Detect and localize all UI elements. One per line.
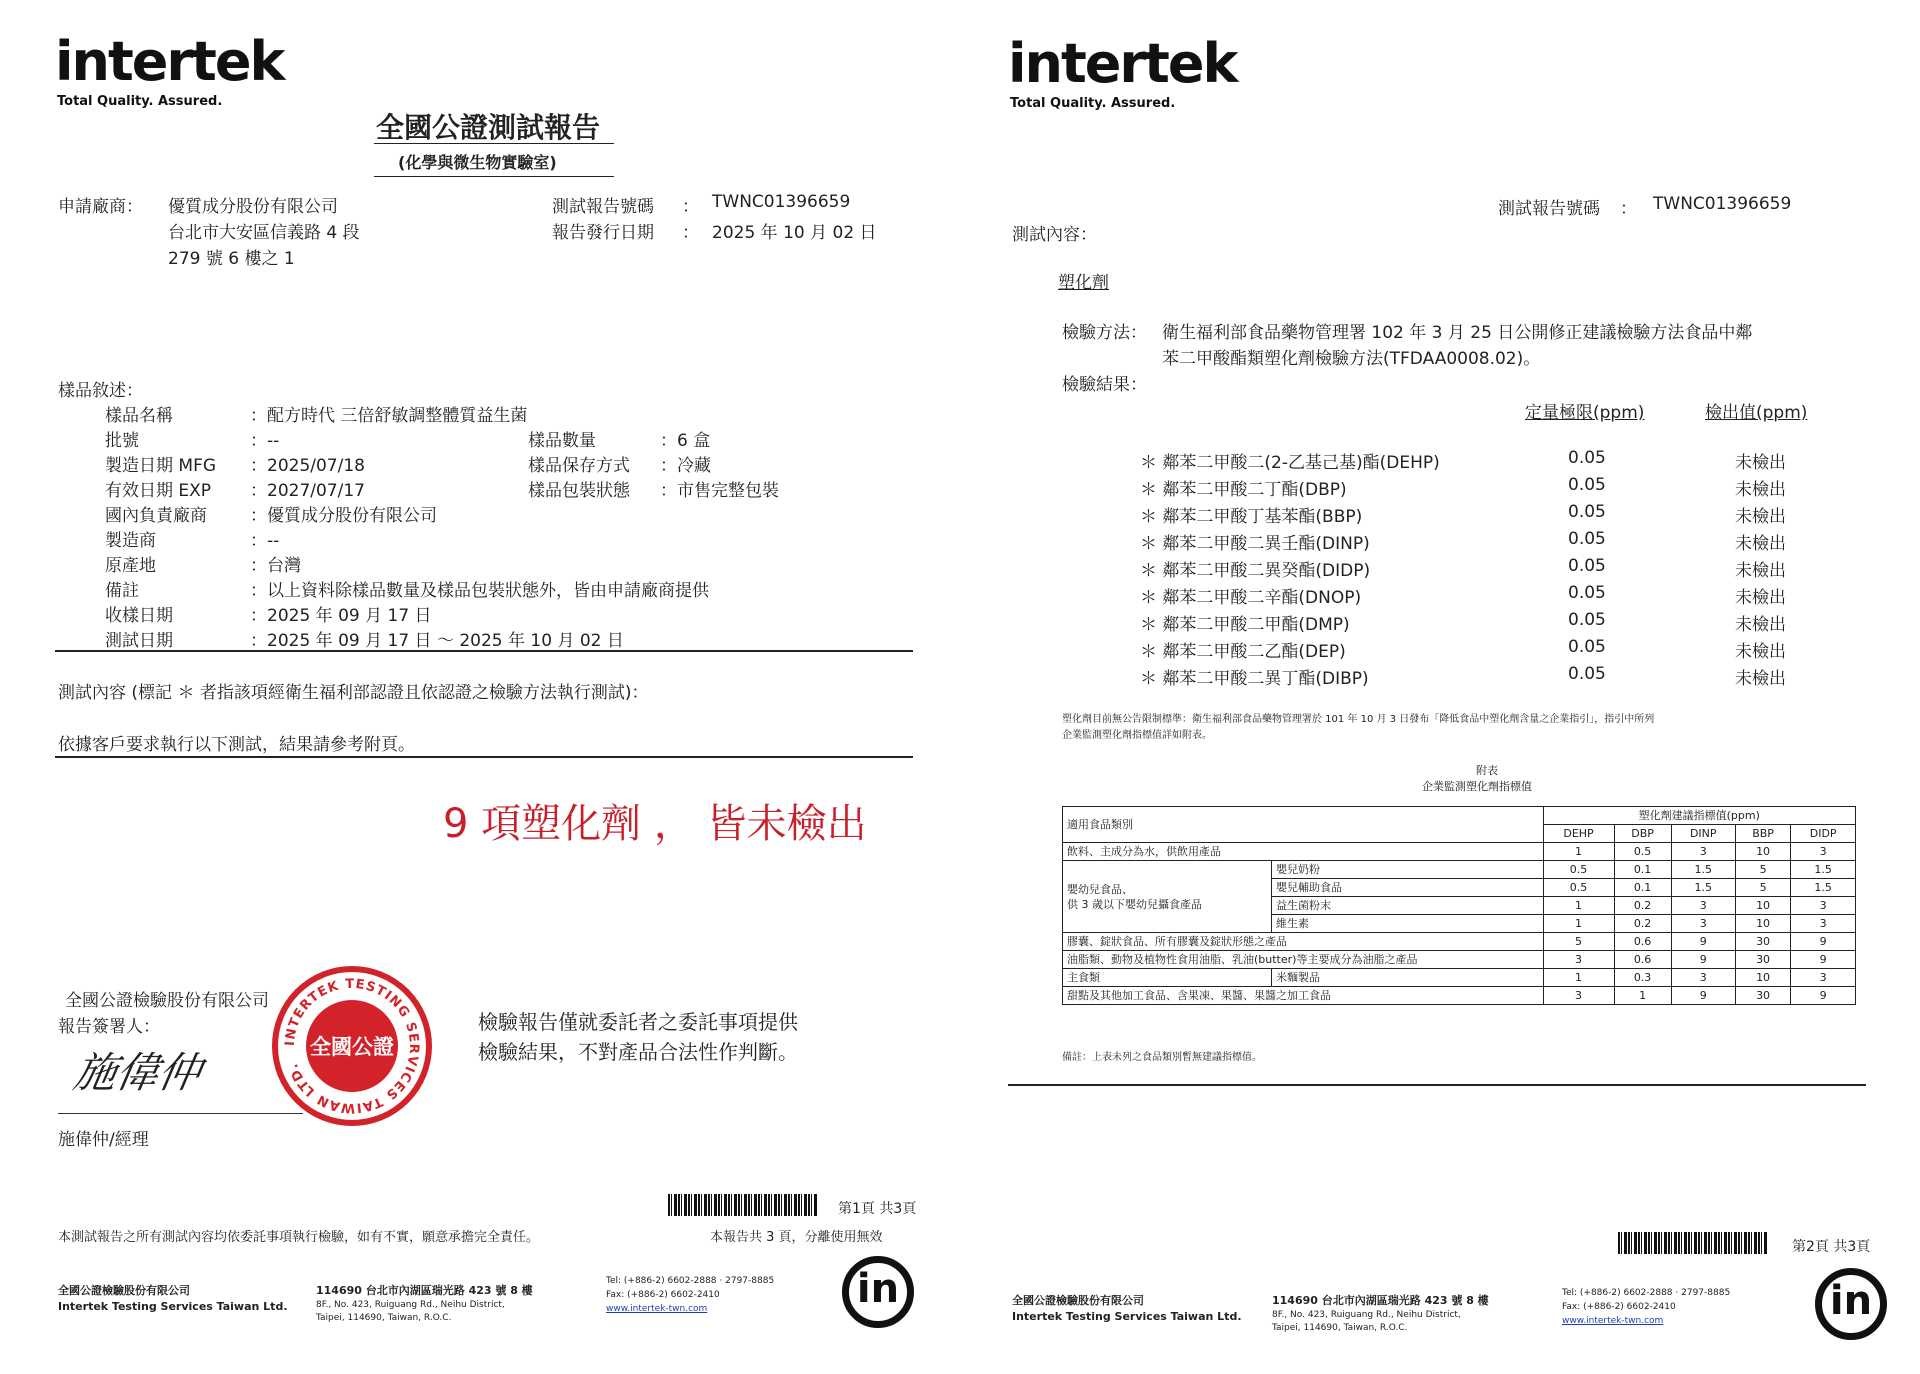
applicant-line-3: 279 號 6 樓之 1	[168, 249, 295, 269]
table-cell-category: 甜點及其他加工食品、含果凍、果醬、果醬之加工食品	[1063, 987, 1544, 1005]
analyte-name: ＊ 鄰苯二甲酸二乙酯(DEP)	[1140, 642, 1346, 662]
disclaimer-line-1: 檢驗報告僅就委託者之委託事項提供	[478, 1010, 798, 1034]
table-cell: 1	[1543, 969, 1614, 987]
result-highlight: 9 項塑化劑 ， 皆未檢出	[443, 801, 867, 847]
logo-tagline: Total Quality. Assured.	[57, 94, 223, 109]
barcode	[1618, 1232, 1768, 1254]
footer-tel: Tel: (+886-2) 6602-2888 · 2797-8885	[1562, 1288, 1731, 1298]
table-cell-category: 飲料、主成分為水，供飲用產品	[1063, 843, 1544, 861]
table-cell: 3	[1791, 969, 1856, 987]
table-cell-category: 主食類	[1063, 969, 1272, 987]
table-cell: 3	[1791, 897, 1856, 915]
table-cell: 5	[1735, 861, 1790, 879]
table-cell: 1.5	[1671, 879, 1735, 897]
footer-address-zh: 114690 台北市內湖區瑞光路 423 號 8 樓	[316, 1284, 533, 1297]
footer-note-right: 本報告共 3 頁，分離使用無效	[710, 1230, 883, 1245]
table-cell: 0.6	[1614, 933, 1671, 951]
analyte-limit: 0.05	[1568, 664, 1606, 684]
appendix-title: 附表	[1476, 764, 1498, 777]
report-title: 全國公證測試報告	[376, 111, 601, 144]
table-col-header: DEHP	[1543, 825, 1614, 843]
analyte-name: ＊ 鄰苯二甲酸二異壬酯(DINP)	[1140, 534, 1370, 554]
sample-value: ：優質成分股份有限公司	[250, 506, 437, 526]
analyte-result: 未檢出	[1735, 507, 1786, 527]
footer-company-zh: 全國公證檢驗股份有限公司	[1012, 1294, 1144, 1307]
analyte-name: ＊ 鄰苯二甲酸二丁酯(DBP)	[1140, 480, 1347, 500]
table-cell: 3	[1671, 969, 1735, 987]
analyte-result: 未檢出	[1735, 642, 1786, 662]
table-cell-category: 油脂類、動物及植物性食用油脂、乳油(butter)等主要成分為油脂之產品	[1063, 951, 1544, 969]
analyte-name: ＊ 鄰苯二甲酸丁基苯酯(BBP)	[1140, 507, 1363, 527]
footer-address-en-2: Taipei, 114690, Taiwan, R.O.C.	[316, 1313, 452, 1323]
sample-value: ：配方時代 三倍舒敏調整體質益生菌	[250, 406, 528, 426]
table-cell: 1	[1543, 897, 1614, 915]
report-no: TWNC01396659	[712, 192, 851, 212]
table-row	[1063, 987, 1856, 1005]
analyte-result: 未檢出	[1735, 534, 1786, 554]
analyte-result: 未檢出	[1735, 669, 1786, 689]
barcode	[668, 1194, 818, 1216]
table-cell: 1.5	[1791, 861, 1856, 879]
divider	[55, 650, 913, 652]
table-cell: 9	[1671, 987, 1735, 1005]
col-header-limit: 定量極限(ppm)	[1525, 403, 1645, 423]
analyte-name: ＊ 鄰苯二甲酸二辛酯(DNOP)	[1140, 588, 1362, 608]
table-col-header: DINP	[1671, 825, 1735, 843]
table-cell-subcategory: 嬰兒輔助食品	[1272, 879, 1544, 897]
analyte-limit: 0.05	[1568, 637, 1606, 657]
table-col-header: DBP	[1614, 825, 1671, 843]
applicant-line-2: 台北市大安區信義路 4 段	[168, 223, 360, 243]
footer-note-left: 本測試報告之所有測試內容均依委託事項執行檢驗，如有不實，願意承擔完全責任。	[58, 1230, 540, 1245]
method-line-2: 苯二甲酸酯類塑化劑檢驗方法(TFDAA0008.02)。	[1162, 349, 1541, 369]
footer-address-en-1: 8F., No. 423, Ruiguang Rd., Neihu District,	[1272, 1310, 1461, 1320]
table-cell: 0.2	[1614, 915, 1671, 933]
table-cell: 3	[1791, 915, 1856, 933]
table-cell: 0.6	[1614, 951, 1671, 969]
table-cell: 9	[1671, 951, 1735, 969]
footer-address-en-2: Taipei, 114690, Taiwan, R.O.C.	[1272, 1323, 1408, 1333]
table-row	[1063, 861, 1856, 879]
table-cell: 3	[1671, 915, 1735, 933]
intertek-in-mark: in	[1815, 1268, 1887, 1340]
indicator-table	[1062, 806, 1856, 1005]
table-cell: 30	[1735, 987, 1790, 1005]
footer-tel: Tel: (+886-2) 6602-2888 · 2797-8885	[606, 1276, 775, 1286]
table-cell: 3	[1671, 843, 1735, 861]
sample-label: 收樣日期	[105, 606, 173, 626]
table-cell: 5	[1543, 933, 1614, 951]
footer-fax: Fax: (+886-2) 6602-2410	[606, 1290, 720, 1300]
report-no-colon: ：	[682, 197, 699, 217]
sample-label: 批號	[105, 431, 139, 451]
table-cell: 3	[1543, 951, 1614, 969]
section-title: 塑化劑	[1058, 273, 1109, 293]
table-cell: 1.5	[1671, 861, 1735, 879]
applicant-label: 申請廠商：	[58, 197, 143, 217]
svg-text:INTERTEK TESTING SERVICES TAIW: INTERTEK TESTING SERVICES TAIWAN LTD.	[282, 976, 422, 1116]
intertek-logo: intertek	[55, 30, 284, 93]
divider	[55, 756, 913, 758]
report-page-1	[0, 0, 955, 1374]
table-cell: 30	[1735, 951, 1790, 969]
divider	[1008, 1084, 1866, 1086]
table-cell: 9	[1791, 951, 1856, 969]
result-label: 檢驗結果：	[1062, 375, 1147, 395]
table-row	[1063, 933, 1856, 951]
title-underline	[374, 143, 614, 144]
sample-value: ：台灣	[250, 556, 301, 576]
method-line-1: 衛生福利部食品藥物管理署 102 年 3 月 25 日公開修正建議檢驗方法食品中鄰	[1162, 323, 1753, 343]
table-cell: 3	[1543, 987, 1614, 1005]
analyte-limit: 0.05	[1568, 583, 1606, 603]
analyte-result: 未檢出	[1735, 615, 1786, 635]
sample-label: 測試日期	[105, 631, 173, 651]
sample-label: 樣品名稱	[105, 406, 173, 426]
table-cell: 9	[1791, 933, 1856, 951]
table-cell: 0.3	[1614, 969, 1671, 987]
sample-label: 製造商	[105, 531, 156, 551]
footer-address-en-1: 8F., No. 423, Ruiguang Rd., Neihu District,	[316, 1300, 505, 1310]
analyte-name: ＊ 鄰苯二甲酸二異癸酯(DIDP)	[1140, 561, 1371, 581]
table-header-row	[1063, 807, 1856, 825]
test-basis-line: 依據客戶要求執行以下測試，結果請參考附頁。	[58, 735, 415, 755]
issue-date: 2025 年 10 月 02 日	[712, 223, 877, 243]
analyte-name: ＊ 鄰苯二甲酸二甲酯(DMP)	[1140, 615, 1350, 635]
signer-label: 報告簽署人：	[58, 1017, 160, 1037]
table-cell: 10	[1735, 897, 1790, 915]
table-cell: 3	[1791, 843, 1856, 861]
issue-date-label: 報告發行日期	[552, 223, 654, 243]
sample-value: ：--	[250, 531, 280, 551]
analyte-result: 未檢出	[1735, 453, 1786, 473]
table-cell-category: 嬰幼兒食品、 供 3 歲以下嬰幼兒攝食產品	[1063, 861, 1272, 933]
sample-label: 製造日期 MFG	[105, 456, 217, 476]
test-content-label: 測試內容：	[1012, 225, 1097, 245]
analyte-limit: 0.05	[1568, 502, 1606, 522]
report-no-label: 測試報告號碼	[1498, 199, 1600, 219]
footer-fax: Fax: (+886-2) 6602-2410	[1562, 1302, 1676, 1312]
table-cell: 9	[1791, 987, 1856, 1005]
table-cell: 1.5	[1791, 879, 1856, 897]
sample-right-label: 樣品包裝狀態	[528, 481, 630, 501]
analyte-limit: 0.05	[1568, 556, 1606, 576]
signature-line	[58, 1113, 303, 1114]
company-line: 全國公證檢驗股份有限公司	[65, 991, 269, 1011]
note-line-2: 企業監測塑化劑指標值詳如附表。	[1062, 730, 1212, 741]
col-header-result: 檢出值(ppm)	[1705, 403, 1808, 423]
table-cell: 0.1	[1614, 861, 1671, 879]
signature: 施偉仲	[70, 1048, 205, 1097]
table-cell: 0.1	[1614, 879, 1671, 897]
table-cell: 1	[1543, 843, 1614, 861]
sample-right-value: ：冷藏	[660, 456, 711, 476]
footer-web-link[interactable]: www.intertek-twn.com	[606, 1304, 708, 1314]
table-cell: 0.2	[1614, 897, 1671, 915]
report-page-2	[970, 0, 1920, 1374]
issue-date-colon: ：	[682, 223, 699, 243]
table-cell: 5	[1735, 879, 1790, 897]
footer-web-link[interactable]: www.intertek-twn.com	[1562, 1316, 1664, 1326]
analyte-limit: 0.05	[1568, 475, 1606, 495]
report-no-label: 測試報告號碼	[552, 197, 654, 217]
table-cell-subcategory: 維生素	[1272, 915, 1544, 933]
sample-label: 備註	[105, 581, 139, 601]
report-no: TWNC01396659	[1653, 194, 1792, 214]
table-col-header: BBP	[1735, 825, 1790, 843]
sample-value: ：2025 年 09 月 17 日	[250, 606, 432, 626]
table-header-group: 塑化劑建議指標值(ppm)	[1543, 807, 1855, 825]
report-subtitle: (化學與微生物實驗室)	[398, 153, 557, 172]
note-line-1: 塑化劑目前無公告限制標準：衛生福利部食品藥物管理署於 101 年 10 月 3 日發布「降低食品中塑化劑含量之企業指引」，指引中所列	[1062, 714, 1655, 725]
sample-value: ：2027/07/17	[250, 481, 365, 501]
footer-address-zh: 114690 台北市內湖區瑞光路 423 號 8 樓	[1272, 1294, 1489, 1307]
sample-label: 有效日期 EXP	[105, 481, 212, 501]
page-number: 第2頁 共3頁	[1792, 1239, 1871, 1255]
analyte-name: ＊ 鄰苯二甲酸二異丁酯(DIBP)	[1140, 669, 1369, 689]
table-col-header: DIDP	[1791, 825, 1856, 843]
stamp-center: 全國公證	[306, 1000, 398, 1092]
sample-label: 國內負責廠商	[105, 506, 207, 526]
subtitle-underline	[374, 176, 614, 177]
analyte-name: ＊ 鄰苯二甲酸二(2-乙基己基)酯(DEHP)	[1140, 453, 1440, 473]
sample-right-value: ：6 盒	[660, 431, 711, 451]
sample-label: 原產地	[105, 556, 156, 576]
table-cell: 9	[1671, 933, 1735, 951]
footer-company-en: Intertek Testing Services Taiwan Ltd.	[1012, 1310, 1242, 1323]
table-header-category: 適用食品類別	[1063, 807, 1544, 843]
applicant-line-1: 優質成分股份有限公司	[168, 197, 338, 217]
page-number: 第1頁 共3頁	[838, 1201, 917, 1217]
table-cell: 10	[1735, 969, 1790, 987]
intertek-in-mark: in	[842, 1256, 914, 1328]
sample-value: ：2025 年 09 月 17 日 ～ 2025 年 10 月 02 日	[250, 631, 624, 651]
appendix-subtitle: 企業監測塑化劑指標值	[1422, 780, 1532, 793]
sample-right-label: 樣品數量	[528, 431, 596, 451]
table-note: 備註：上表未列之食品類別暫無建議指標值。	[1062, 1052, 1262, 1063]
table-cell: 0.5	[1543, 861, 1614, 879]
signer-name: 施偉仲/經理	[58, 1130, 149, 1150]
report-no-colon: ：	[1620, 199, 1637, 219]
table-cell: 3	[1671, 897, 1735, 915]
intertek-logo: intertek	[1008, 32, 1237, 95]
sample-value: ：2025/07/18	[250, 456, 365, 476]
analyte-limit: 0.05	[1568, 448, 1606, 468]
table-cell: 30	[1735, 933, 1790, 951]
table-cell: 10	[1735, 843, 1790, 861]
table-cell-category: 膠囊、錠狀食品、所有膠囊及錠狀形態之產品	[1063, 933, 1544, 951]
sample-heading: 樣品敘述：	[58, 381, 143, 401]
company-seal-stamp	[272, 966, 432, 1126]
analyte-limit: 0.05	[1568, 529, 1606, 549]
analyte-result: 未檢出	[1735, 561, 1786, 581]
table-row	[1063, 951, 1856, 969]
sample-value: ：以上資料除樣品數量及樣品包裝狀態外，皆由申請廠商提供	[250, 581, 709, 601]
test-content-line: 測試內容 (標記 ＊ 者指該項經衛生福利部認證且依認證之檢驗方法執行測試)：	[58, 683, 649, 703]
disclaimer-line-2: 檢驗結果，不對產品合法性作判斷。	[478, 1040, 798, 1064]
analyte-result: 未檢出	[1735, 480, 1786, 500]
sample-value: ：--	[250, 431, 280, 451]
table-cell: 0.5	[1543, 879, 1614, 897]
table-cell-subcategory: 嬰兒奶粉	[1272, 861, 1544, 879]
table-cell-subcategory: 益生菌粉末	[1272, 897, 1544, 915]
analyte-limit: 0.05	[1568, 610, 1606, 630]
analyte-result: 未檢出	[1735, 588, 1786, 608]
table-row	[1063, 969, 1856, 987]
table-row	[1063, 843, 1856, 861]
table-cell: 10	[1735, 915, 1790, 933]
table-cell: 1	[1543, 915, 1614, 933]
table-cell-subcategory: 米麵製品	[1272, 969, 1544, 987]
sample-right-label: 樣品保存方式	[528, 456, 630, 476]
method-label: 檢驗方法：	[1062, 323, 1147, 343]
table-cell: 1	[1614, 987, 1671, 1005]
sample-right-value: ：市售完整包裝	[660, 481, 779, 501]
logo-tagline: Total Quality. Assured.	[1010, 96, 1176, 111]
footer-company-en: Intertek Testing Services Taiwan Ltd.	[58, 1300, 288, 1313]
table-cell: 0.5	[1614, 843, 1671, 861]
footer-company-zh: 全國公證檢驗股份有限公司	[58, 1284, 190, 1297]
